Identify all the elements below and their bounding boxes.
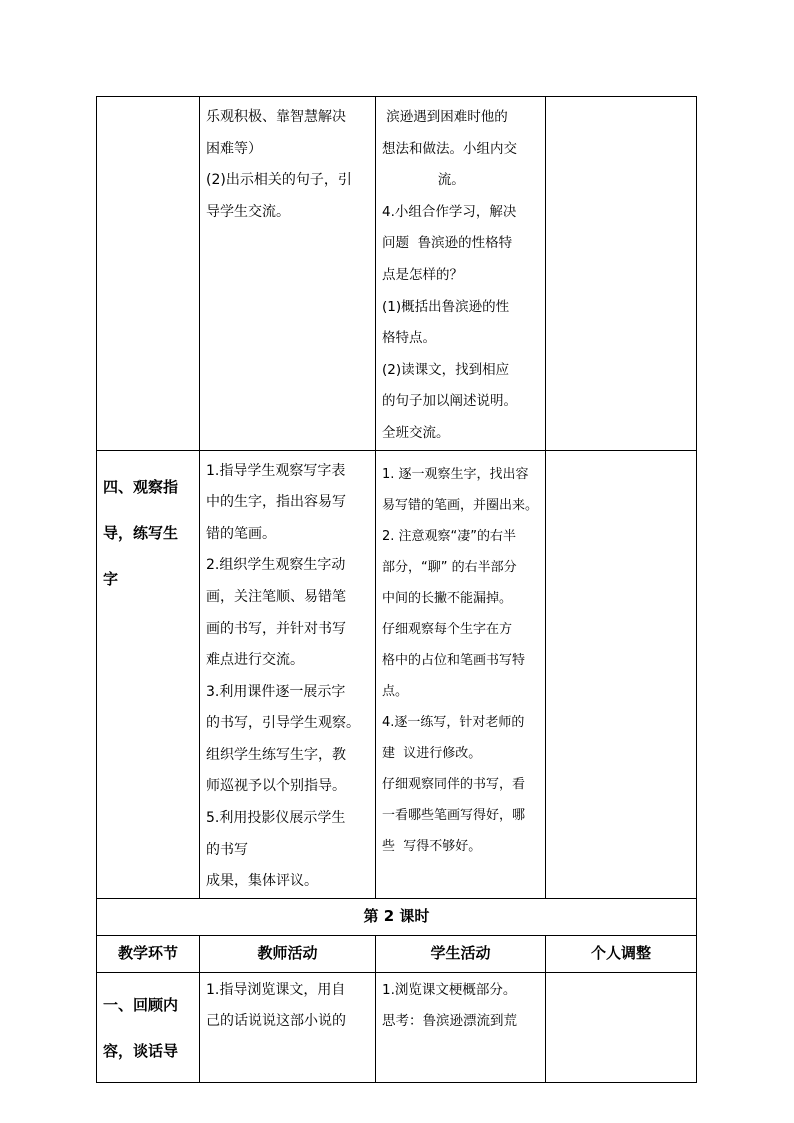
text-line: 想法和做法。小组内交 [382,140,517,157]
lesson-plan-table [96,96,697,1083]
text-line: 组织学生练写生字，教 [206,746,346,763]
column-header [546,935,697,972]
text-line: 画，关注笔顺、易错笔 [206,588,346,605]
teacher-activity-cell [200,972,376,1082]
personal-adjustment-cell [546,97,697,451]
text-line: 4.逐一练写，针对老师的 [382,714,525,730]
text-line: 一、回顾内 [103,995,179,1014]
text-line: 1. 逐一观察生字，找出容 [382,466,529,482]
column-header [376,935,546,972]
table-row [97,97,697,451]
text-line: 的书写 [206,841,248,858]
personal-adjustment-cell [546,450,697,898]
text-line: 流。 [382,172,465,189]
text-line: 字 [103,569,119,588]
text-line: 1.指导浏览课文，用自 [206,981,346,998]
text-line: 3.利用课件逐一展示字 [206,683,346,700]
text-line: 5.利用投影仪展示学生 [206,810,346,827]
text-line: 乐观积极、靠智慧解决 [206,109,346,125]
section-cell [97,972,200,1082]
teacher-activity-cell [200,97,376,451]
text-line: 仔细观察每个生字在方 [382,621,513,637]
text-line: 仔细观察同伴的书写，看 [382,776,526,792]
text-line: 四、观察指 [103,477,179,496]
text-line: 难点进行交流。 [206,652,304,669]
text-line: 2. 注意观察“凄”的右半 [382,528,517,544]
student-activity-cell [376,97,546,451]
column-header-text: 教学环节 [117,943,178,962]
text-line: 全班交流。 [382,424,450,441]
text-line: 画的书写，并针对书写 [206,620,346,637]
text-line: 部分，“聊” 的右半部分 [382,559,517,575]
text-line: 的书写，引导学生观察。 [206,715,360,732]
text-line: 易写错的笔画，并圈出来。 [382,497,539,513]
text-line: 问题 鲁滨逊的性格特 [382,235,513,252]
text-line: 的句子加以阐述说明。 [382,393,517,410]
column-header [97,935,200,972]
text-line: 己的话说说这部小说的 [206,1013,346,1030]
text-line: 2.组织学生观察生字动 [206,557,346,574]
text-line: 滨逊遇到困难时他的 [382,109,508,125]
text-line: 点是怎样的？ [382,266,463,283]
text-line: 师巡视予以个别指导。 [206,778,346,795]
text-line: 思考：鲁滨逊漂流到荒 [382,1013,517,1030]
table-row [97,450,697,898]
text-line: (2)读课文，找到相应 [382,361,510,378]
text-line: 格特点。 [382,330,436,347]
text-line: 中的生字，指出容易写 [206,494,346,511]
text-line: 些 写得不够好。 [382,838,482,854]
section-cell [97,97,200,451]
student-activity-cell [376,972,546,1082]
table-row [97,972,697,1082]
column-header-text: 个人调整 [590,943,651,962]
text-line: 错的笔画。 [206,525,276,542]
text-line: 一看哪些笔画写得好，哪 [382,807,526,823]
period-title [97,898,697,935]
period-title-text: 第 2 课时 [363,906,430,925]
text-line: 点。 [382,683,409,699]
personal-adjustment-cell [546,972,697,1082]
section-cell [97,450,200,898]
text-line: 建 议进行修改。 [382,745,482,761]
text-line: 格中的占位和笔画书写特 [382,652,526,668]
table-row [97,898,697,935]
column-header-text: 学生活动 [430,943,491,962]
text-line: (1)概括出鲁滨逊的性 [382,298,510,315]
text-line: 1.浏览课文梗概部分。 [382,981,517,998]
text-line: 4.小组合作学习，解决 [382,203,517,220]
text-line: 导，练写生 [103,523,179,542]
text-line: 导学生交流。 [206,203,290,220]
text-line: 困难等） [206,140,262,157]
student-activity-cell [376,450,546,898]
column-header [200,935,376,972]
text-line: 1.指导学生观察写字表 [206,462,346,479]
text-line: 成果，集体评议。 [206,873,318,890]
text-line: 中间的长撇不能漏掉。 [382,590,513,606]
column-header-text: 教师活动 [257,943,318,962]
teacher-activity-cell [200,450,376,898]
text-line: (2)出示相关的句子，引 [206,172,352,189]
text-line: 容，谈话导 [103,1041,179,1060]
header-row [97,935,697,972]
